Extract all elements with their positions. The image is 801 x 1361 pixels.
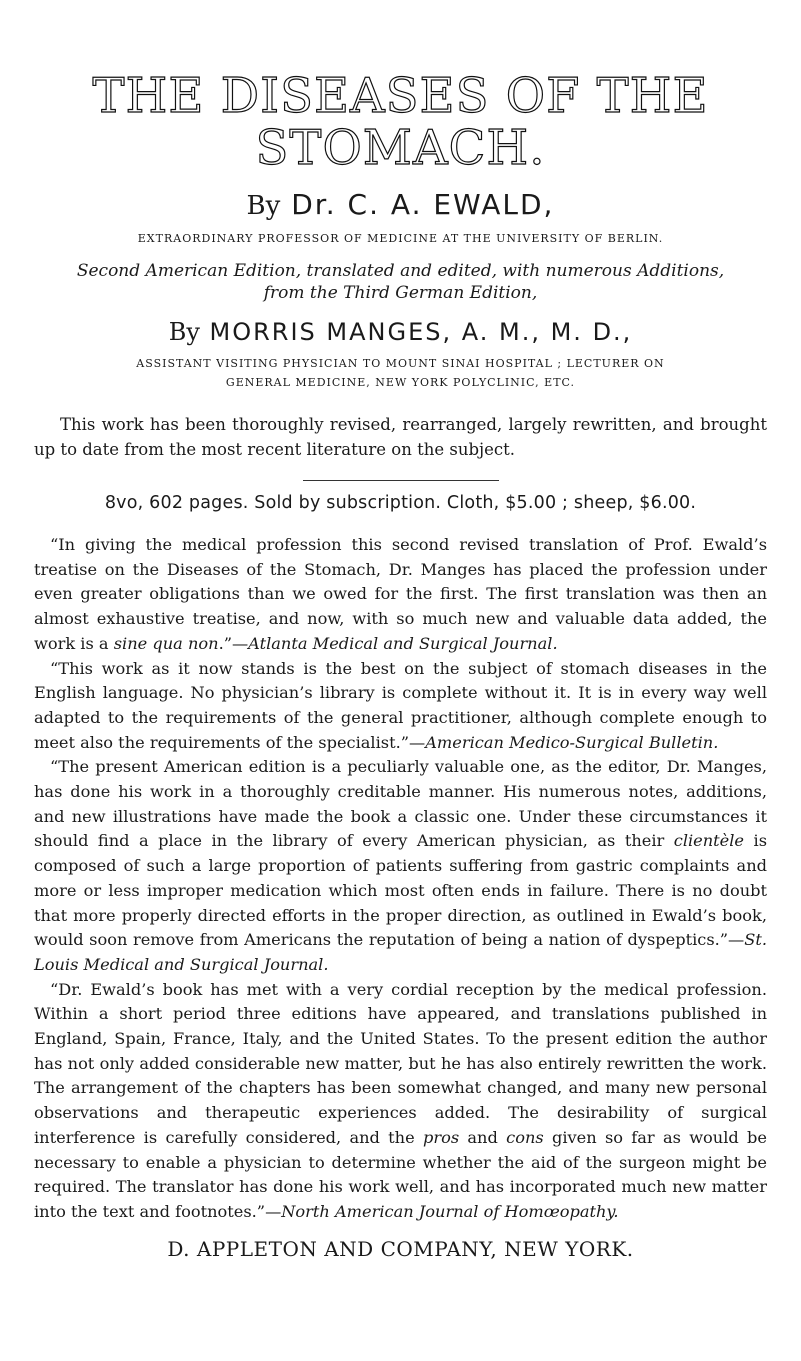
- translator-name: MORRIS MANGES, A. M., M. D.,: [209, 318, 633, 346]
- review-italic-phrase: pros: [422, 1127, 460, 1147]
- review-source: St. Louis Medical and Surgical Journal.: [34, 930, 767, 974]
- credentials-line-2: GENERAL MEDICINE, NEW YORK POLYCLINIC, ETC.: [225, 376, 576, 389]
- review-text: “The present American edition is a peculiarly valuable one, as the editor, Dr. Manges, has done his work in a thoroughly creditable manner. His numerous notes, additions, and new illustrations have made the book a classic one. Under these circumstances it should find a place in the library of every American physician, as their: [34, 757, 767, 851]
- review-source: American Medico-Surgical Bulletin.: [425, 732, 719, 752]
- edition-line-2: from the Third German Edition,: [263, 283, 538, 303]
- author-line: [34, 188, 767, 221]
- book-title: [34, 70, 767, 174]
- review-4: [34, 978, 767, 1225]
- review-text: “This work as it now stands is the best on the subject of stomach diseases in the English language. No physician’s library is complete without it. It is in every way well adapted to the requirements of the general practitioner, although complete enough to meet also the requirements of the specialist.”—: [34, 658, 767, 752]
- divider-rule: [303, 480, 499, 481]
- translator-line: [34, 318, 767, 346]
- review-text: “In giving the medical profession this second revised translation of Prof. Ewald’s treatise on the Diseases of the Stomach, Dr. Manges has placed the profession under even greater obligations than we owed for the first. The first translation was then an almost exhaustive treatise, and now, with so much new and valuable data added, the work is a: [34, 535, 767, 653]
- review-text: and: [459, 1127, 507, 1147]
- credentials-line-1: ASSISTANT VISITING PHYSICIAN TO MOUNT SINAI HOSPITAL ; LECTURER ON: [136, 357, 665, 370]
- translator-credentials: [34, 354, 767, 392]
- book-description: This work has been thoroughly revised, rearranged, largely rewritten, and brought up to date from the most recent literature on the subject.: [34, 415, 767, 459]
- translator-by: By: [168, 318, 200, 346]
- pricing-line: 8vo, 602 pages. Sold by subscription. Cloth, $5.00 ; sheep, $6.00.: [104, 493, 697, 513]
- review-3: [34, 755, 767, 977]
- review-2: [34, 657, 767, 756]
- review-text: .”—: [218, 633, 249, 653]
- review-text: given so far as would be necessary to enable a physician to determine whether the aid of the surgeon might be required. The translator has done his work well, and has incorporated much new matter into the text and footnotes.”—: [34, 1127, 767, 1221]
- review-italic-phrase: sine qua non: [113, 633, 219, 653]
- review-source: North American Journal of Homœopathy.: [281, 1201, 619, 1221]
- review-1: [34, 533, 767, 657]
- review-source: Atlanta Medical and Surgical Journal.: [248, 633, 558, 653]
- author-name: Dr. C. A. EWALD,: [291, 188, 555, 221]
- edition-info: [34, 260, 767, 304]
- review-italic-phrase: cons: [506, 1127, 544, 1147]
- book-title-line-1: THE DISEASES OF THE: [92, 68, 709, 124]
- publisher-imprint: D. APPLETON AND COMPANY, NEW YORK.: [167, 1236, 634, 1261]
- book-title-line-2: STOMACH.: [255, 120, 546, 176]
- review-text: “Dr. Ewald’s book has met with a very cordial reception by the medical profession. Within a short period three editions have appeared, and translations published in England, Spain, France, Italy, and the United States. To the present edition the author has not only added considerable new matter, but he has also entirely rewritten the work. The arrangement of the chapters has been somewhat changed, and many new personal observations and therapeutic experiences added. The desirability of surgical interference is carefully considered, and the: [34, 979, 767, 1147]
- review-text: is composed of such a large proportion of patients suffering from gastric complaints and more or less improper medication which most often ends in failure. There is no doubt that more properly directed efforts in the proper direction, as outlined in Ewald’s book, would soon remove from Americans the reputation of being a nation of dyspeptics.”—: [34, 831, 767, 950]
- author-by: By: [246, 191, 281, 221]
- reviews-section: [34, 533, 767, 1225]
- edition-line-1: Second American Edition, translated and edited, with numerous Additions,: [76, 261, 725, 281]
- review-italic-phrase: clientèle: [673, 831, 745, 851]
- author-position: EXTRAORDINARY PROFESSOR OF MEDICINE AT THE UNIVERSITY OF BERLIN.: [137, 232, 664, 245]
